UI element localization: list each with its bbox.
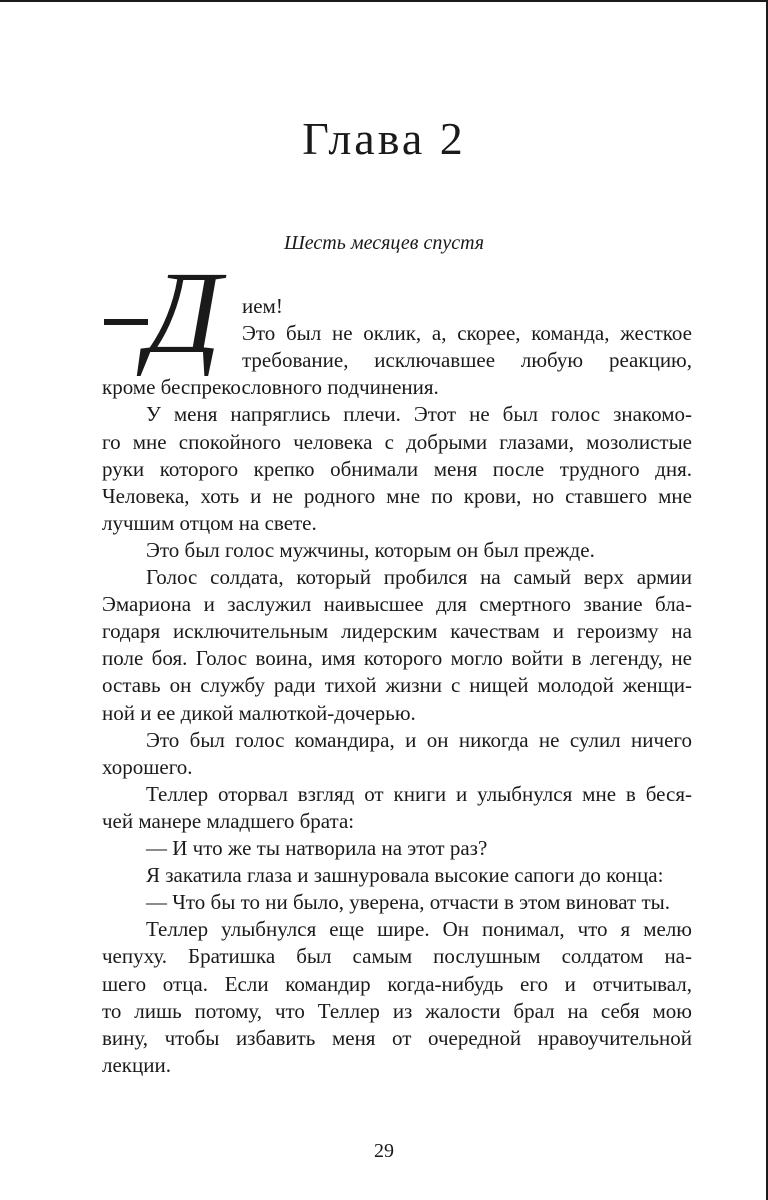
text-line: лекции. xyxy=(102,1052,171,1077)
text-line: го мне спокойного человека с добрыми глазами, мозолистые xyxy=(102,429,692,454)
text-line: — И что же ты натворила на этот раз? xyxy=(146,836,488,860)
drop-cap-letter: Д xyxy=(146,247,222,378)
text-line: чепуху. Братишка был самым послушным солдатом на- xyxy=(102,944,692,969)
drop-cap-dash xyxy=(104,319,148,325)
text-line: У меня напряглись плечи. Этот не был голос знакомо- xyxy=(146,402,692,427)
text-line: Теллер оторвал взгляд от книги и улыбнулся мне в беся- xyxy=(146,781,692,806)
text-line: Человека, хоть и не родного мне по крови, но ставшего мне xyxy=(102,483,692,508)
text-line: лучшим отцом на свете. xyxy=(102,510,317,535)
text-line: ной и ее дикой малюткой-дочерью. xyxy=(102,700,416,725)
text-line: годаря исключительным лидерским качествам и героизму на xyxy=(102,619,692,644)
text-line: Я закатила глаза и зашнуровала высокие сапоги до конца: xyxy=(146,863,664,888)
page-number: 29 xyxy=(374,1140,394,1162)
text-line: ием! xyxy=(242,294,283,318)
text-line: Это был не оклик, а, скорее, команда, жесткое xyxy=(242,321,692,346)
text-line: хорошего. xyxy=(102,754,193,779)
text-line: Эмариона и заслужил наивысшее для смертного звание бла- xyxy=(102,592,692,617)
chapter-title: Глава 2 xyxy=(302,113,466,164)
text-line: вину, чтобы избавить меня от очередной нравоучительной xyxy=(102,1025,692,1050)
text-line: шего отца. Если командир когда-нибудь его и отчитывал, xyxy=(102,971,692,996)
text-line: Теллер улыбнулся еще шире. Он понимал, что я мелю xyxy=(146,917,692,942)
text-line: поле боя. Голос воина, имя которого могло войти в легенду, не xyxy=(102,646,692,671)
text-line: кроме беспрекословного подчинения. xyxy=(102,375,439,400)
text-line: оставь он службу ради тихой жизни с нищей молодой женщи- xyxy=(102,673,692,698)
text-line: Голос солдата, который пробился на самый верх армии xyxy=(146,565,692,589)
text-line: руки которого крепко обнимали меня после трудного дня. xyxy=(102,456,692,481)
text-line: требование, исключавшее любую реакцию, xyxy=(242,348,692,373)
chapter-subtitle: Шесть месяцев спустя xyxy=(283,232,485,254)
text-line: — Что бы то ни было, уверена, отчасти в этом виноват ты. xyxy=(146,890,670,915)
text-line: Это был голос мужчины, которым он был прежде. xyxy=(146,537,595,562)
text-line: чей манере младшего брата: xyxy=(102,808,355,833)
text-line: Это был голос командира, и он никогда не сулил ничего xyxy=(146,727,692,752)
text-line: то лишь потому, что Теллер из жалости брал на себя мою xyxy=(102,998,692,1023)
